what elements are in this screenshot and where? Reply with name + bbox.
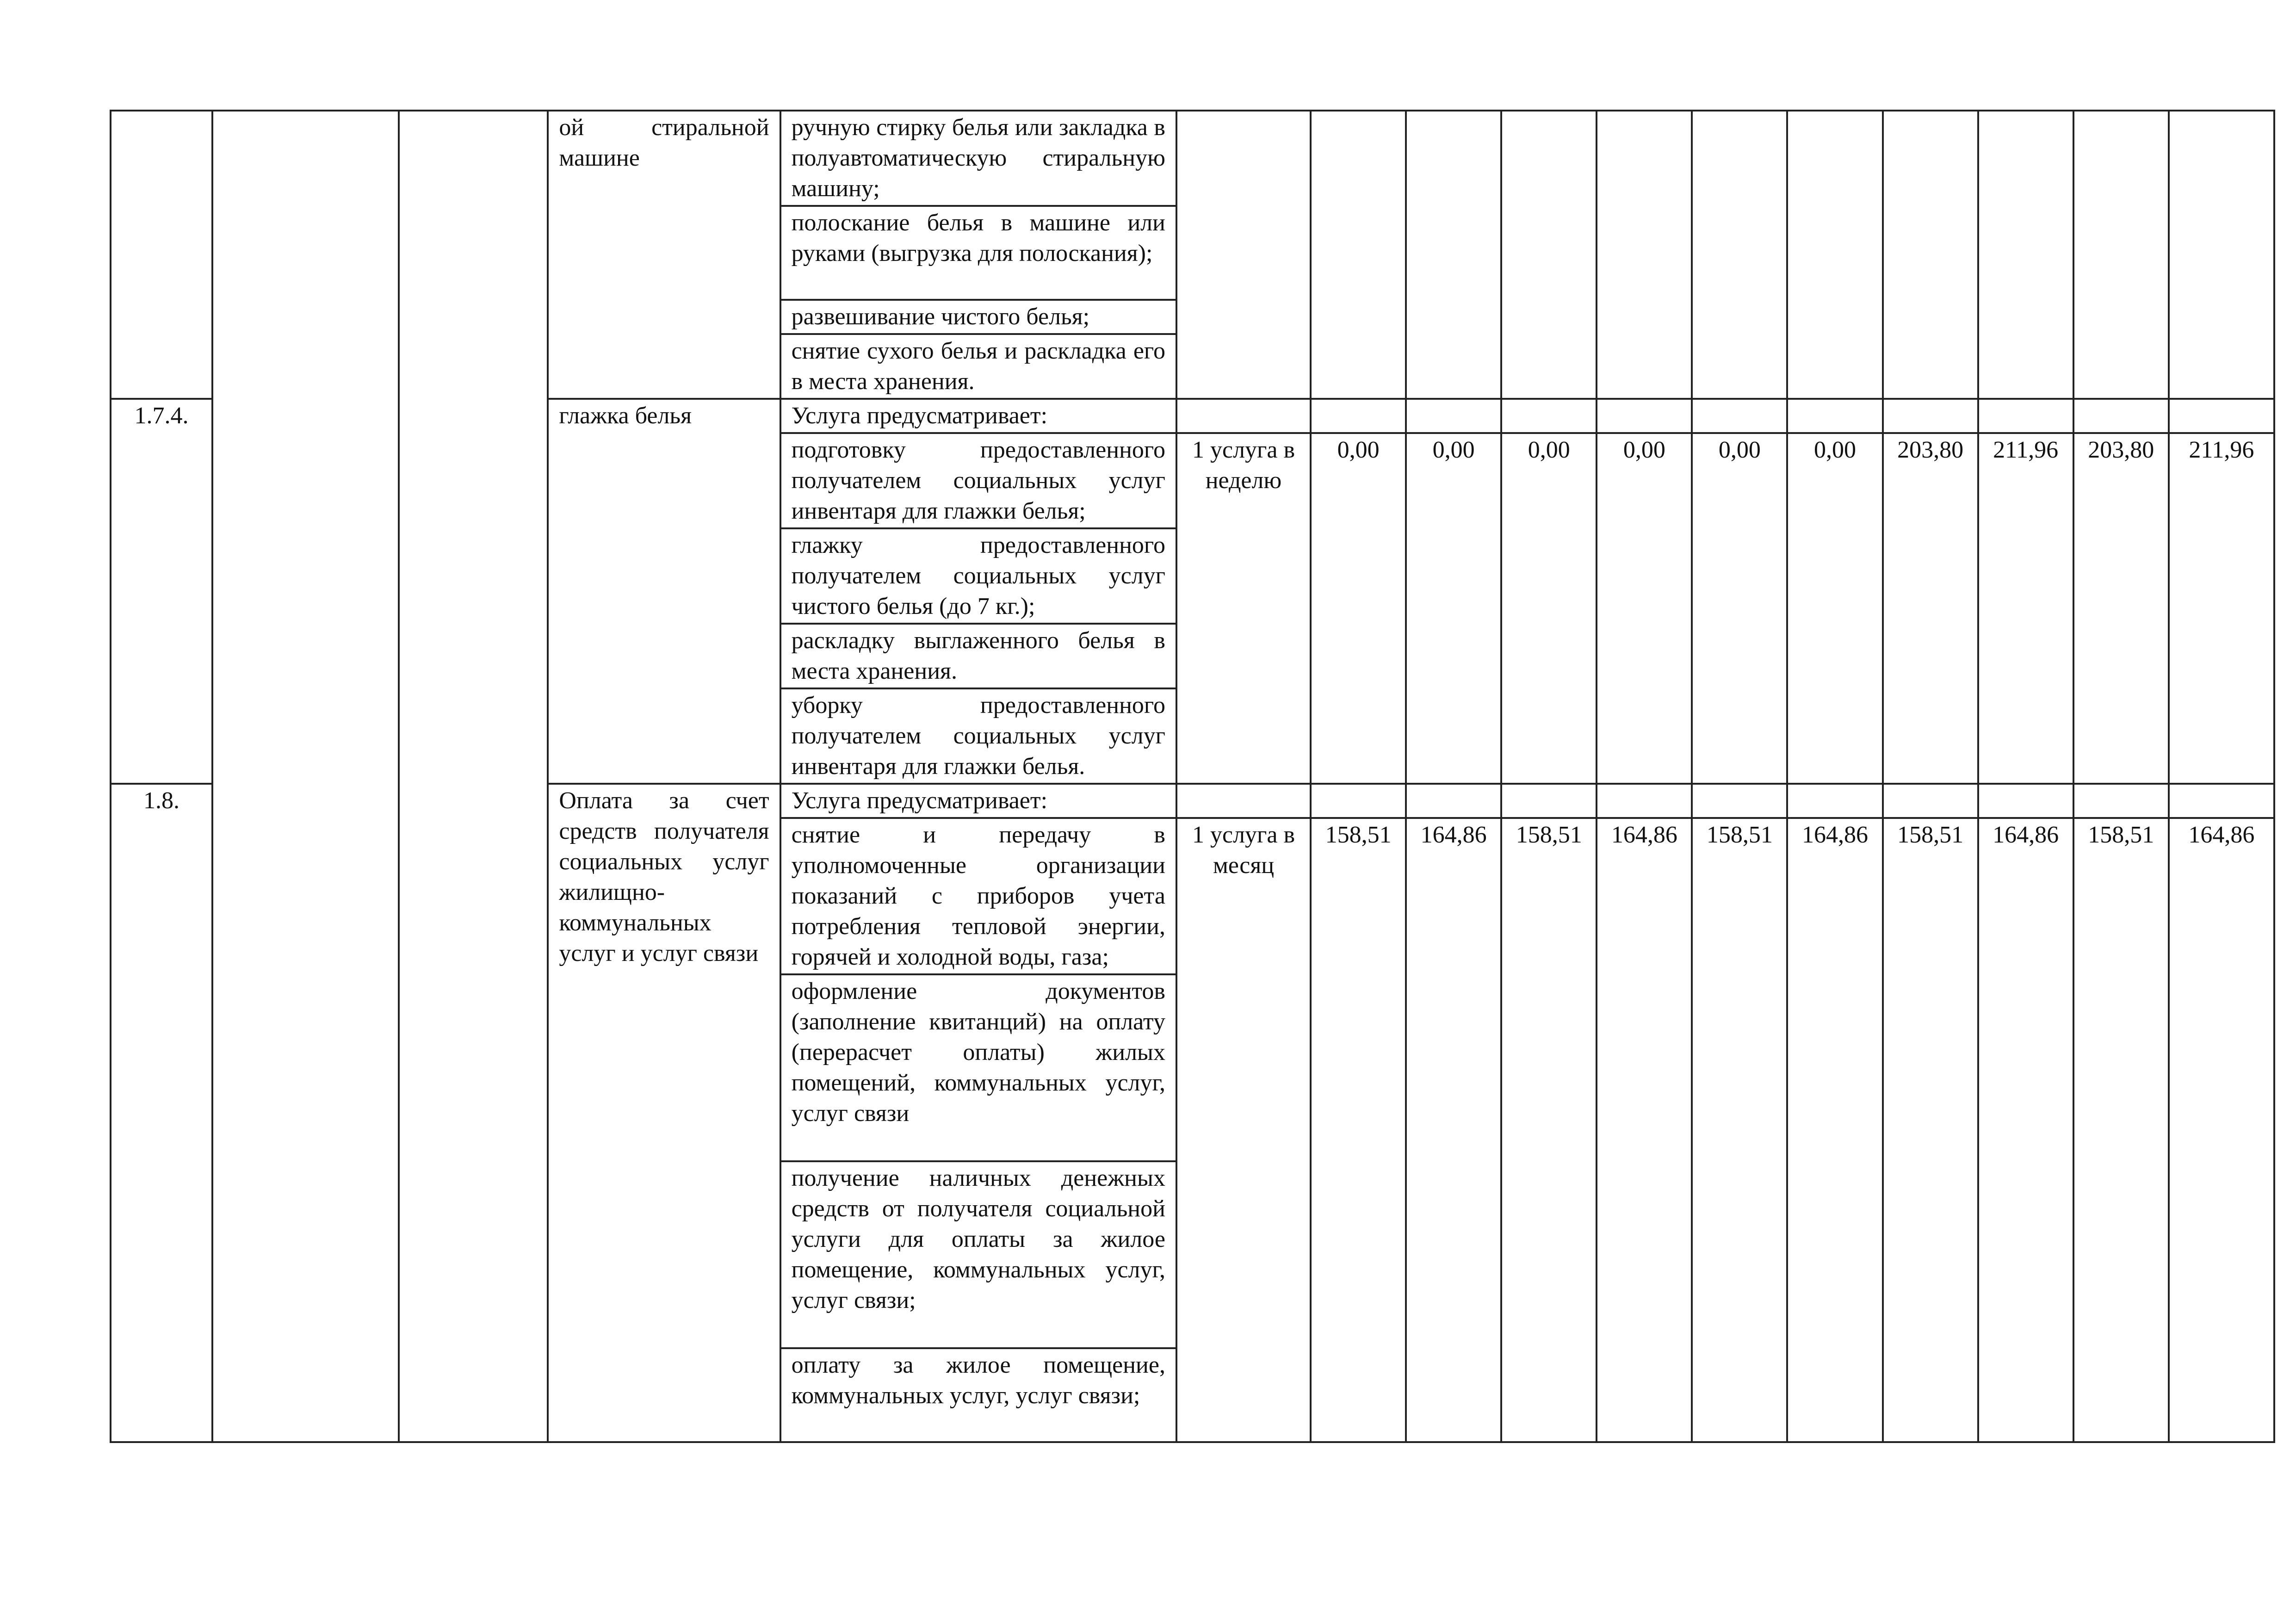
- price-cell: 158,51: [1883, 818, 1978, 1442]
- price-cell: [1978, 784, 2073, 818]
- price-cell: [1787, 784, 1882, 818]
- price-cell: [2169, 784, 2274, 818]
- price-cell: 158,51: [1692, 818, 1787, 1442]
- price-cell: [2073, 784, 2169, 818]
- price-cell: [1406, 111, 1501, 399]
- frequency-cell: [1176, 111, 1311, 399]
- price-cell: 158,51: [1311, 818, 1406, 1442]
- price-cell: 164,86: [1406, 818, 1501, 1442]
- price-cell: [2169, 111, 2274, 399]
- price-cell: [2169, 399, 2274, 433]
- description-cell: ручную стирку белья или закладка в полуавтоматическую стиральную машину;: [780, 111, 1176, 206]
- description-cell: уборку предоставленного получателем социальных услуг инвентаря для глажки белья.: [780, 688, 1176, 784]
- description-cell: оплату за жилое помещение, коммунальных услуг, услуг связи;: [780, 1348, 1176, 1442]
- row-number-cell: 1.8.: [111, 784, 212, 1442]
- price-cell: 0,00: [1692, 433, 1787, 784]
- price-cell: 0,00: [1311, 433, 1406, 784]
- description-cell: развешивание чистого белья;: [780, 300, 1176, 334]
- tariff-table: [110, 110, 2275, 1443]
- price-cell: 211,96: [1978, 433, 2073, 784]
- merged-column-cell: [212, 111, 399, 1442]
- description-header-cell: Услуга предусматривает:: [780, 399, 1176, 433]
- table-row: [111, 111, 2274, 206]
- price-cell: 211,96: [2169, 433, 2274, 784]
- price-cell: [1692, 399, 1787, 433]
- frequency-cell: [1176, 784, 1311, 818]
- price-cell: [1787, 399, 1882, 433]
- service-name-cell: ой стиральной машине: [548, 111, 780, 399]
- price-cell: [1311, 784, 1406, 818]
- price-cell: [1787, 111, 1882, 399]
- price-cell: [1883, 399, 1978, 433]
- price-cell: [1311, 111, 1406, 399]
- price-cell: [1501, 784, 1597, 818]
- price-cell: 203,80: [2073, 433, 2169, 784]
- description-cell: снятие и передачу в уполномоченные организации показаний с приборов учета потребления тепловой энергии, горячей и холодной воды, газа;: [780, 818, 1176, 974]
- description-cell: полоскание белья в машине или руками (выгрузка для полоскания);: [780, 206, 1176, 300]
- description-cell: подготовку предоставленного получателем социальных услуг инвентаря для глажки белья;: [780, 433, 1176, 528]
- price-cell: [1501, 399, 1597, 433]
- price-cell: 0,00: [1406, 433, 1501, 784]
- description-cell: получение наличных денежных средств от получателя социальной услуги для оплаты за жилое помещение, коммунальных услуг, услуг связи;: [780, 1161, 1176, 1348]
- price-cell: [1597, 399, 1692, 433]
- price-cell: 158,51: [2073, 818, 2169, 1442]
- description-header-cell: Услуга предусматривает:: [780, 784, 1176, 818]
- description-cell: снятие сухого белья и раскладка его в места хранения.: [780, 334, 1176, 399]
- service-name-cell: Оплата за счет средств получателя социальных услуг жилищно-коммунальных услуг и услуг связи: [548, 784, 780, 1442]
- price-cell: 164,86: [1787, 818, 1882, 1442]
- frequency-cell: 1 услуга в месяц: [1176, 818, 1311, 1442]
- row-number-cell: 1.7.4.: [111, 399, 212, 784]
- price-cell: 164,86: [2169, 818, 2274, 1442]
- price-cell: [1692, 784, 1787, 818]
- price-cell: [1311, 399, 1406, 433]
- price-cell: [1406, 784, 1501, 818]
- price-cell: 0,00: [1787, 433, 1882, 784]
- price-cell: [2073, 111, 2169, 399]
- description-cell: раскладку выглаженного белья в места хранения.: [780, 624, 1176, 688]
- price-cell: [1692, 111, 1787, 399]
- price-cell: [1406, 399, 1501, 433]
- price-cell: [1978, 399, 2073, 433]
- price-cell: 158,51: [1501, 818, 1597, 1442]
- price-cell: [1501, 111, 1597, 399]
- merged-column-cell: [399, 111, 548, 1442]
- frequency-cell: 1 услуга в неделю: [1176, 433, 1311, 784]
- price-cell: [1597, 111, 1692, 399]
- price-cell: [1883, 111, 1978, 399]
- price-cell: [1597, 784, 1692, 818]
- price-cell: 164,86: [1597, 818, 1692, 1442]
- price-cell: 0,00: [1597, 433, 1692, 784]
- service-name-cell: глажка белья: [548, 399, 780, 784]
- price-cell: 203,80: [1883, 433, 1978, 784]
- price-cell: [1978, 111, 2073, 399]
- price-cell: 0,00: [1501, 433, 1597, 784]
- frequency-cell: [1176, 399, 1311, 433]
- row-number-cell: [111, 111, 212, 399]
- price-cell: [2073, 399, 2169, 433]
- description-cell: оформление документов (заполнение квитанций) на оплату (перерасчет оплаты) жилых помещений, коммунальных услуг, услуг связи: [780, 974, 1176, 1161]
- price-cell: 164,86: [1978, 818, 2073, 1442]
- description-cell: глажку предоставленного получателем социальных услуг чистого белья (до 7 кг.);: [780, 528, 1176, 624]
- price-cell: [1883, 784, 1978, 818]
